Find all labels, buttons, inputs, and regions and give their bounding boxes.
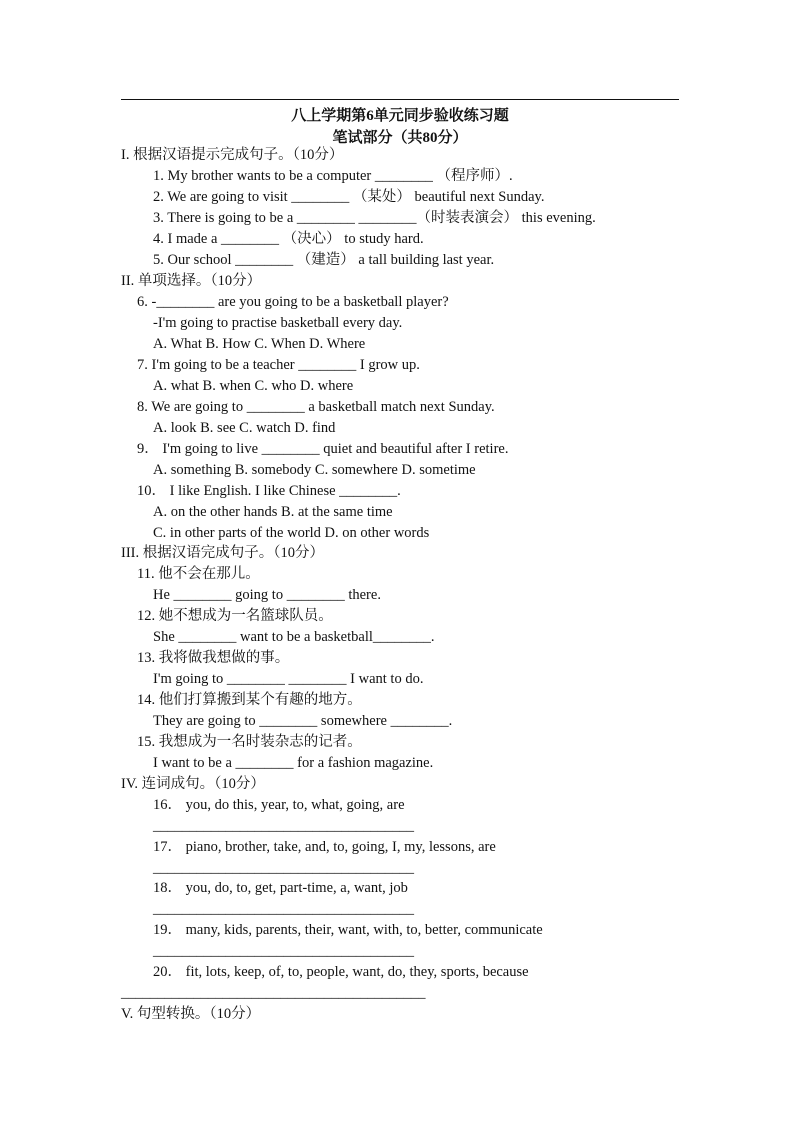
section-heading: I. 根据汉语提示完成句子。（10分） — [121, 147, 344, 163]
question-12-prompt: 12. 她不想成为一名篮球队员。 — [137, 608, 333, 624]
section-heading: II. 单项选择。（10分） — [121, 273, 262, 289]
question-6-reply: -I'm going to practise basketball every day. — [153, 315, 403, 331]
question-11-sentence: He ________ going to ________ there. — [153, 587, 381, 603]
page-title: 八上学期第6单元同步验收练习题 — [291, 108, 509, 124]
answer-line-17: ____________________________________ — [153, 860, 414, 876]
question-10-options-a: A. on the other hands B. at the same time — [153, 504, 393, 520]
question-8-options: A. look B. see C. watch D. find — [153, 420, 336, 436]
question-19: 19． many, kids, parents, their, want, with, to, better, communicate — [153, 922, 543, 938]
question-9: 9． I'm going to live ________ quiet and beautiful after I retire. — [137, 441, 509, 457]
answer-line-16: ____________________________________ — [153, 818, 414, 834]
question-10: 10． I like English. I like Chinese ________. — [137, 483, 401, 499]
section-heading: III. 根据汉语完成句子。（10分） — [121, 545, 324, 561]
question-7: 7. I'm going to be a teacher ________ I grow up. — [137, 357, 420, 373]
page-subtitle: 笔试部分（共80分） — [332, 130, 468, 146]
question-10-options-c: C. in other parts of the world D. on other words — [153, 525, 430, 541]
question-4: 4. I made a ________ （决心） to study hard. — [153, 231, 424, 247]
question-6: 6. -________ are you going to be a basketball player? — [137, 294, 449, 310]
question-16: 16． you, do this, year, to, what, going, are — [153, 797, 405, 813]
question-15-sentence: I want to be a ________ for a fashion magazine. — [153, 755, 434, 771]
question-14-prompt: 14. 他们打算搬到某个有趣的地方。 — [137, 692, 362, 708]
section-heading: IV. 连词成句。（10分） — [121, 776, 265, 792]
question-14-sentence: They are going to ________ somewhere ________. — [153, 713, 453, 729]
question-1: 1. My brother wants to be a computer ________ （程序师）. — [153, 168, 513, 184]
question-12-sentence: She ________ want to be a basketball________. — [153, 629, 435, 645]
answer-line-20: __________________________________________ — [121, 985, 426, 1001]
question-18: 18． you, do, to, get, part-time, a, want, job — [153, 880, 408, 896]
question-5: 5. Our school ________ （建造） a tall building last year. — [153, 252, 495, 268]
question-3: 3. There is going to be a ________ ________（时装表演会） this evening. — [153, 210, 596, 226]
question-15-prompt: 15. 我想成为一名时装杂志的记者。 — [137, 734, 362, 750]
answer-line-19: ____________________________________ — [153, 943, 414, 959]
question-20: 20． fit, lots, keep, of, to, people, want, do, they, sports, because — [153, 964, 529, 980]
section-heading: V. 句型转换。（10分） — [121, 1006, 261, 1022]
question-9-options: A. something B. somebody C. somewhere D. sometime — [153, 462, 476, 478]
answer-line-18: ____________________________________ — [153, 901, 414, 917]
header-rule — [121, 99, 679, 100]
question-7-options: A. what B. when C. who D. where — [153, 378, 354, 394]
question-13-sentence: I'm going to ________ ________ I want to do. — [153, 671, 424, 687]
question-8: 8. We are going to ________ a basketball match next Sunday. — [137, 399, 495, 415]
question-13-prompt: 13. 我将做我想做的事。 — [137, 650, 290, 666]
question-6-options: A. What B. How C. When D. Where — [153, 336, 366, 352]
question-17: 17． piano, brother, take, and, to, going, I, my, lessons, are — [153, 839, 496, 855]
question-2: 2. We are going to visit ________ （某处） beautiful next Sunday. — [153, 189, 545, 205]
question-11-prompt: 11. 他不会在那儿。 — [137, 566, 260, 582]
